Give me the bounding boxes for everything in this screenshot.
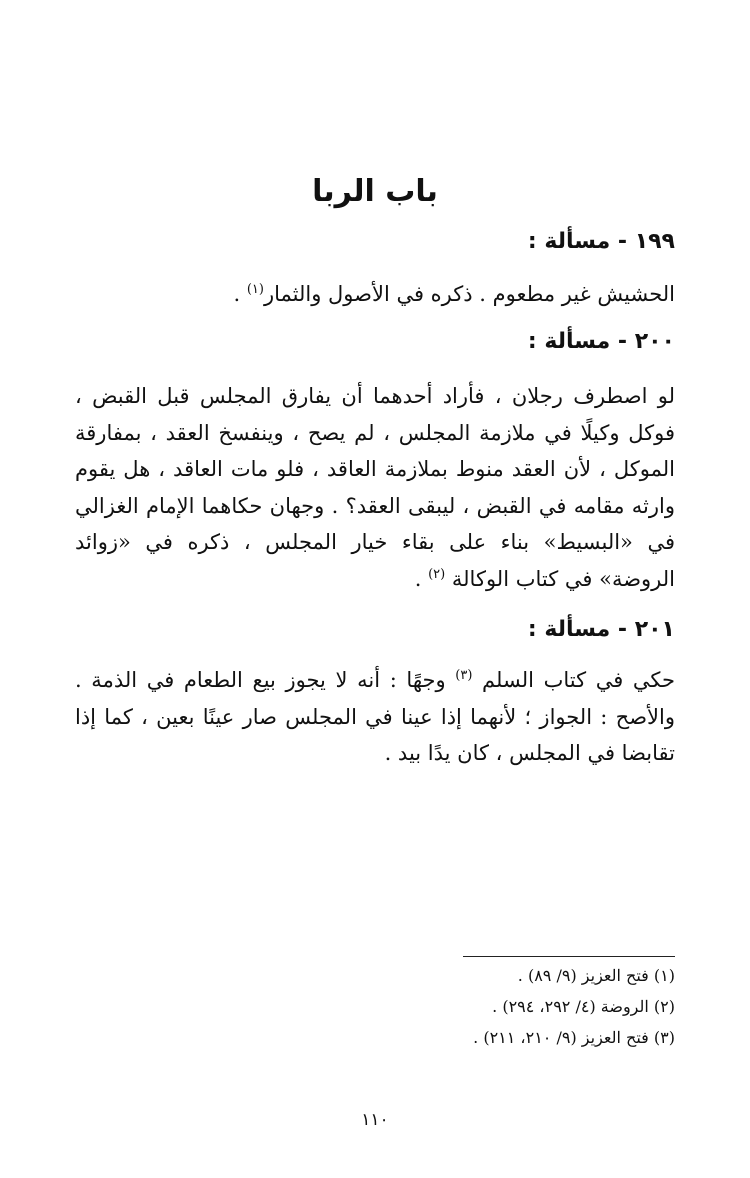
issue-200-heading: ٢٠٠ - مسألة : (527, 329, 675, 354)
page-number: ١١٠ (361, 1110, 389, 1130)
issue-200-tail: . (414, 566, 429, 591)
footnotes (75, 960, 675, 1053)
issue-199-heading: ١٩٩ - مسألة : (527, 229, 675, 254)
footnote-1: (١) فتح العزيز (٩/ ٨٩) . (517, 966, 675, 985)
chapter-title: باب الربا (312, 174, 438, 209)
issue-199-paragraph (75, 276, 675, 313)
issue-199-text (75, 276, 675, 313)
issue-200-body: لو اصطرف رجلان ، فأراد أحدهما أن يفارق المجلس قبل القبض ، فوكل وكيلًا في ملازمة المجلس ، لم يصح ، وينفسخ العقد ، بمفارقة الموكل ، لأن العقد منوط بملازمة العاقد ، فلو مات العاقد ، هل يقوم وارثه مقامه في القبض ، ليبقى العقد؟ . وجهان حكاهما الإمام الغزالي في «البسيط» بناء على بقاء خيار المجلس ، ذكره في «زوائد الروضة» في كتاب الوكالة (75, 384, 675, 591)
footnote-ref-3: (٣) (455, 668, 473, 683)
issue-199-body: الحشيش غير مطعوم . ذكره في الأصول والثمار (263, 282, 675, 306)
issue-201-paragraph (75, 662, 675, 772)
footnote-2: (٢) الروضة (٤/ ٢٩٢، ٢٩٤) . (492, 997, 675, 1016)
issue-200-text (75, 378, 675, 597)
issue-201-text (75, 662, 675, 772)
issue-199-tail: . (233, 282, 247, 306)
issue-200-paragraph (75, 378, 675, 597)
issue-201-heading: ٢٠١ - مسألة : (527, 617, 675, 642)
issue-201-tail: وجهًا : أنه لا يجوز بيع الطعام في الذمة . والأصح : الجواز ؛ لأنهما إذا عينا في المجلس صار عينًا بعين ، كما إذا تقابضا في المجلس ، كان يدًا بيد . (75, 668, 675, 765)
footnote-3: (٣) فتح العزيز (٩/ ٢١٠، ٢١١) . (473, 1028, 675, 1047)
footnote-ref-2: (٢) (428, 566, 446, 582)
issue-201-body: حكي في كتاب السلم (482, 668, 675, 692)
footnote-separator (463, 956, 675, 957)
footnote-ref-1: (١) (246, 282, 264, 297)
